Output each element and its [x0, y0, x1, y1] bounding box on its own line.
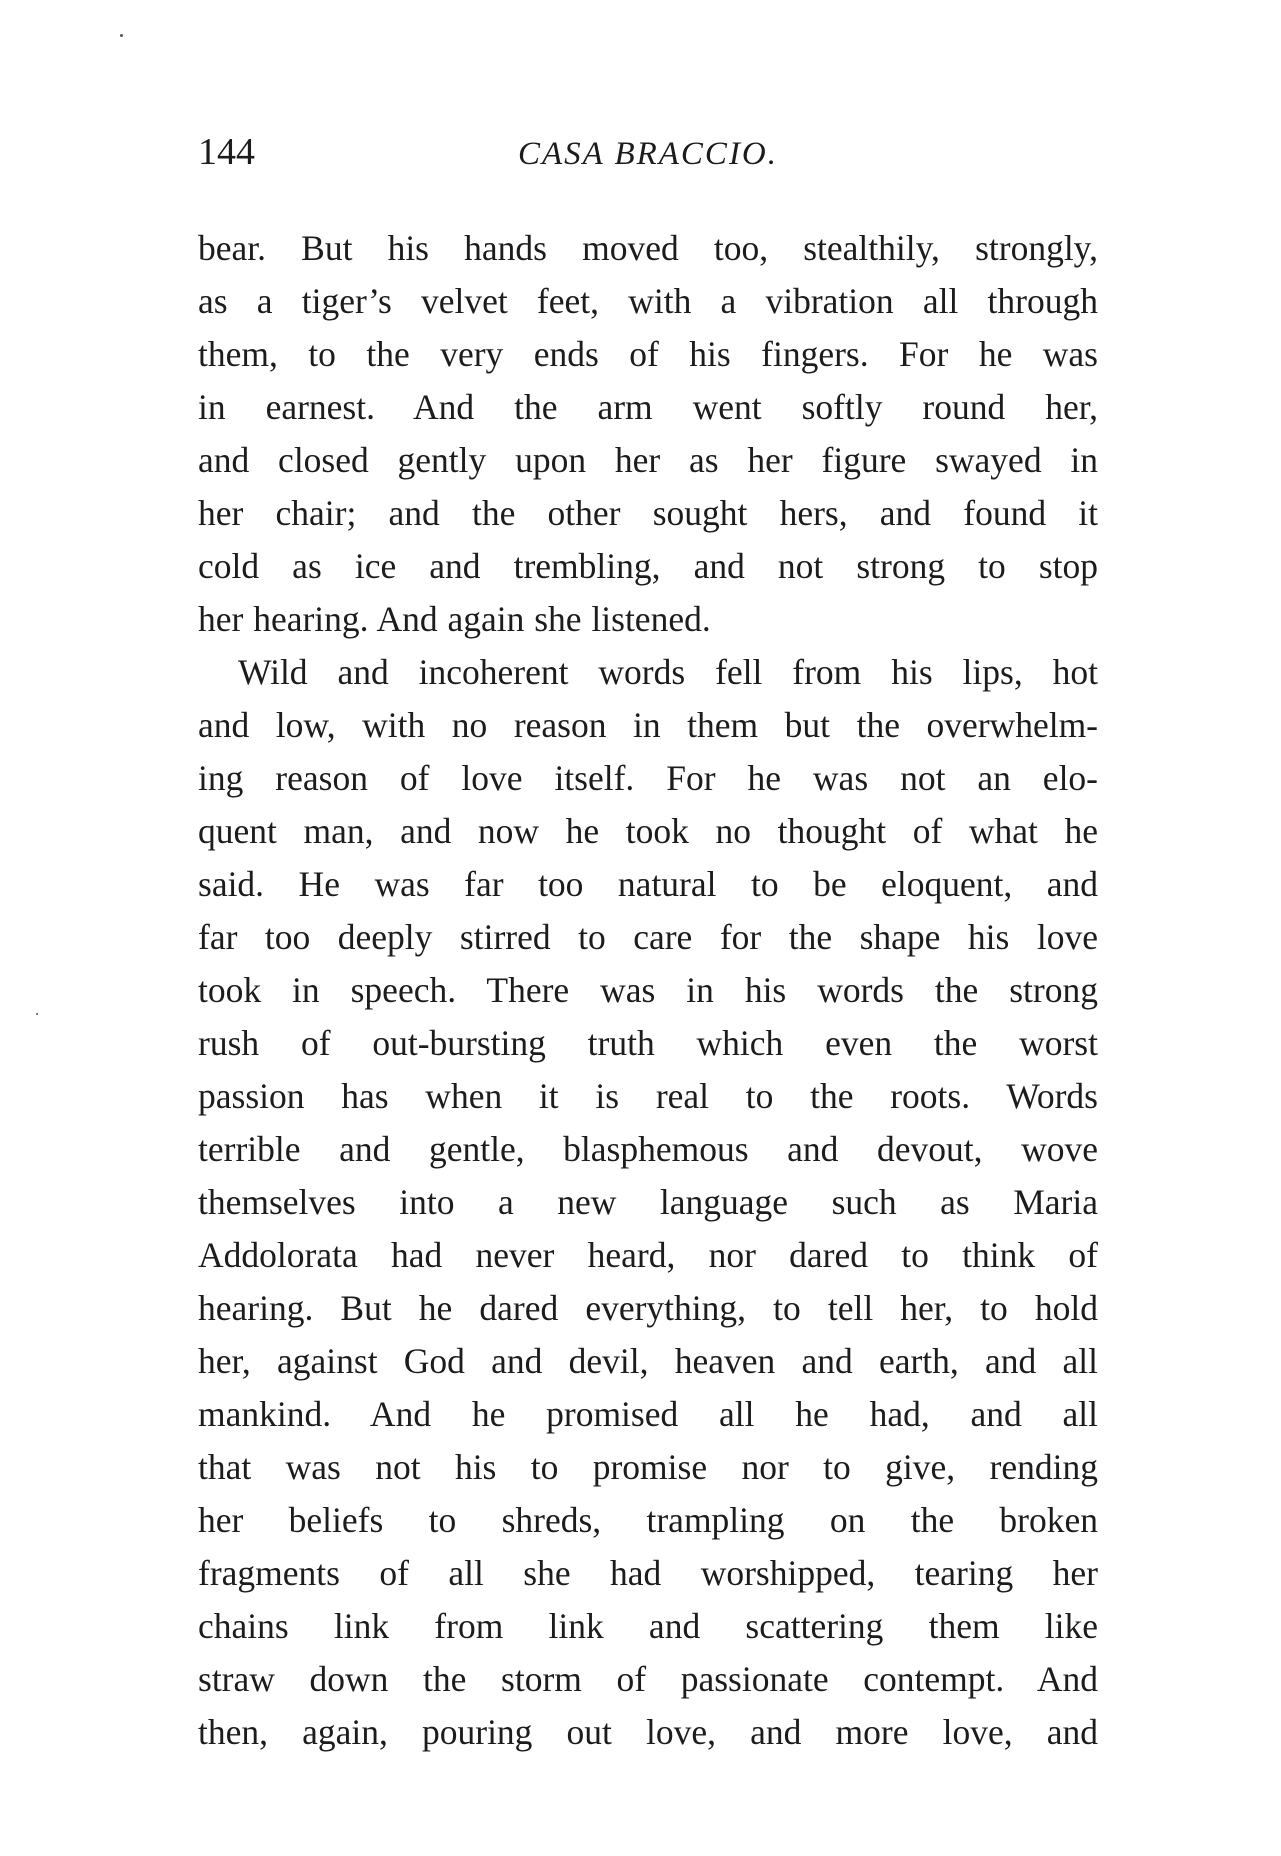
paper-speck — [120, 34, 123, 37]
text-line: Wild and incoherent words fell from his lips, hot — [238, 652, 1098, 692]
text-line: Addolorata had never heard, nor dared to think of — [198, 1235, 1098, 1275]
text-line: terrible and gentle, blasphemous and devout, wove — [198, 1129, 1098, 1169]
text-line: and closed gently upon her as her figure swayed in — [198, 440, 1098, 480]
page-header — [198, 128, 1098, 188]
text-line: in earnest. And the arm went softly round her, — [198, 387, 1098, 427]
paragraph-2 — [198, 646, 1098, 1759]
text-line: that was not his to promise nor to give, rending — [198, 1447, 1098, 1487]
text-line: them, to the very ends of his fingers. For he was — [198, 334, 1098, 374]
text-line: passion has when it is real to the roots. Words — [198, 1076, 1098, 1116]
text-line: her beliefs to shreds, trampling on the broken — [198, 1500, 1098, 1540]
paragraph-1 — [198, 222, 1098, 646]
text-line: ing reason of love itself. For he was not an elo- — [198, 758, 1098, 798]
text-line: took in speech. There was in his words the strong — [198, 970, 1098, 1010]
text-line: hearing. But he dared everything, to tell her, to hold — [198, 1288, 1098, 1328]
text-line: bear. But his hands moved too, stealthily, strongly, — [198, 228, 1098, 268]
text-line: fragments of all she had worshipped, tearing her — [198, 1553, 1098, 1593]
text-line: cold as ice and trembling, and not strong to stop — [198, 546, 1098, 586]
text-line: her chair; and the other sought hers, and found it — [198, 493, 1098, 533]
text-line: rush of out-bursting truth which even the worst — [198, 1023, 1098, 1063]
text-line: her, against God and devil, heaven and earth, and all — [198, 1341, 1098, 1381]
text-line: as a tiger’s velvet feet, with a vibration all through — [198, 281, 1098, 321]
text-line: far too deeply stirred to care for the shape his love — [198, 917, 1098, 957]
running-title: CASA BRACCIO. — [517, 136, 779, 172]
paper-speck — [36, 1013, 38, 1015]
text-line: straw down the storm of passionate contempt. And — [198, 1659, 1098, 1699]
text-line: chains link from link and scattering them like — [198, 1606, 1098, 1646]
text-line: her hearing. And again she listened. — [198, 599, 711, 639]
text-line: quent man, and now he took no thought of what he — [198, 811, 1098, 851]
page-number: 144 — [198, 131, 255, 173]
text-line: then, again, pouring out love, and more love, and — [198, 1712, 1098, 1752]
text-line: themselves into a new language such as Maria — [198, 1182, 1098, 1222]
body-text — [198, 222, 1098, 1759]
text-line: and low, with no reason in them but the overwhelm- — [198, 705, 1098, 745]
text-line: said. He was far too natural to be eloquent, and — [198, 864, 1098, 904]
text-line: mankind. And he promised all he had, and all — [198, 1394, 1098, 1434]
